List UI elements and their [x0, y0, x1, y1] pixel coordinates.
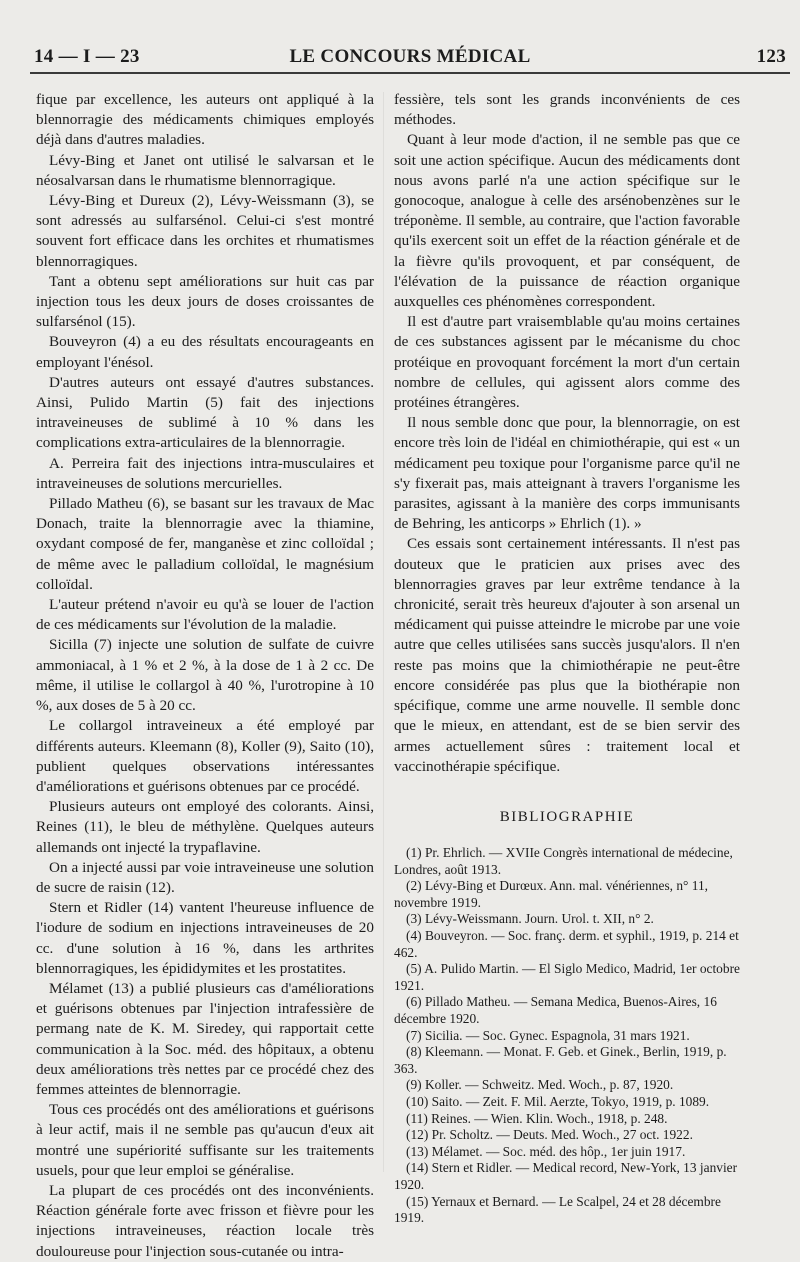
- bibliography-entry: (7) Sicilia. — Soc. Gynec. Espagnola, 31 mars 1921.: [406, 1027, 690, 1043]
- page-header: [34, 44, 786, 70]
- page-number: 123: [756, 46, 786, 67]
- paragraph: Sicilla (7) injecte une solution de sulfate de cuivre ammoniacal, à 1 % et 2 %, à la dose de 1 à 2 cc. De même, il utilise le collargol à 40 %, l'urotropine à 10 %, aux doses de 5 à 20 cc.: [36, 636, 374, 715]
- bibliography-entry: (3) Lévy-Weissmann. Journ. Urol. t. XII, n° 2.: [406, 911, 654, 927]
- paragraph: Tant a obtenu sept améliorations sur huit cas par injection tous les deux jours de doses croissantes de sulfarsénol (15).: [36, 272, 374, 331]
- paragraph: Le collargol intraveineux a été employé par différents auteurs. Kleemann (8), Koller (9), Saito (10), publient quelques observations intéressantes d'améliorations et guérisons obtenues par ce procédé.: [36, 717, 374, 795]
- paragraph: fessière, tels sont les grands inconvénients de ces méthodes.: [394, 91, 740, 129]
- paragraph: D'autres auteurs ont essayé d'autres substances. Ainsi, Pulido Martin (5) fait des injections intraveineuses de sublimé à 10 % dans les complications extra-articulaires de la blennorragie.: [36, 373, 374, 452]
- right-column: [394, 90, 740, 1227]
- bibliography-entry: (13) Mélamet. — Soc. méd. des hôp., 1er juin 1917.: [406, 1143, 686, 1159]
- paragraph: Ces essais sont certainement intéressants. Il n'est pas douteux que le praticien aux prises avec des blennorragies graves par leur extrême tendance à la chronicité, serait très heureux d'ajouter à son arsenal un médicament qui puisse atteindre le microbe par une voie autre que celles utilisées sans succès jusqu'alors. Il n'en reste pas moins que la chimiothérapie ne peut-être encore considérée pas plus que la biothérapie non spécifique, comme une arme nouvelle. Il semble donc que le mieux, en attendant, est de se bien servir des armes actuellement sûres : traitement local et vaccinothérapie spécifique.: [394, 535, 740, 775]
- bibliography-entry: (1) Pr. Ehrlich. — XVIIe Congrès international de médecine, Londres, août 1913.: [394, 845, 733, 877]
- bibliography-list: [394, 845, 740, 1227]
- paragraph: Il nous semble donc que pour, la blennorragie, on est encore très loin de l'idéal en chimiothérapie, qui est « un médicament peu toxique pour l'organisme parce qu'il ne s'y fixerait pas, mais atteignant à travers l'organisme les parasites, agissant à la manière des corps immunisants de Behring, les anticorps » Ehrlich (1). »: [394, 414, 740, 533]
- bibliography-entry: (2) Lévy-Bing et Durœux. Ann. mal. vénériennes, n° 11, novembre 1919.: [394, 878, 708, 910]
- bibliography-entry: (5) A. Pulido Martin. — El Siglo Medico, Madrid, 1er octobre 1921.: [394, 961, 740, 993]
- paragraph: Lévy-Bing et Dureux (2), Lévy-Weissmann (3), se sont adressés au sulfarsénol. Celui-ci s'est montré souvent fort efficace dans les orchites et rhumatismes blennorragiques.: [36, 192, 374, 270]
- paragraph: Stern et Ridler (14) vantent l'heureuse influence de l'iodure de sodium en injections intraveineuses de 20 cc. d'une solution à 16 %, dans les arthrites blennorragiques, les épididymites et les prostatites.: [36, 899, 374, 977]
- paragraph: Quant à leur mode d'action, il ne semble pas que ce soit une action spécifique. Aucun des médicaments dont nous avons parlé n'a une action spécifique sur le gonocoque, analogue à celle des arsénobenzènes sur le tréponème. Il semble, au contraire, que l'action favorable qu'ils exercent soit un effet de la réaction générale et de la fièvre qu'ils provoquent, et par conséquent, de l'élévation de la puissance de réaction organique auxquelles ces phénomènes correspondent.: [394, 131, 740, 311]
- paragraph: Il est d'autre part vraisemblable qu'au moins certaines de ces substances agissent par le mécanisme du choc protéique en provoquant forcément la mort d'un certain nombre de cellules, qui agissent alors comme des protéines étrangères.: [394, 313, 740, 412]
- bibliography-entry: (10) Saito. — Zeit. F. Mil. Aerzte, Tokyo, 1919, p. 1089.: [406, 1094, 710, 1110]
- paragraph: Pillado Matheu (6), se basant sur les travaux de Mac Donach, traite la blennorragie avec la thiamine, oxydant composé de fer, manganèse et zinc colloïdal ; de même avec le palladium colloïdal, le magnésium colloïdal.: [36, 495, 374, 593]
- paragraph: Plusieurs auteurs ont employé des colorants. Ainsi, Reines (11), le bleu de méthylène. Quelques auteurs allemands ont injecté la trypaflavine.: [36, 798, 374, 856]
- bibliography-entry: (4) Bouveyron. — Soc. franç. derm. et syphil., 1919, p. 214 et 462.: [394, 928, 739, 960]
- paragraph: Bouveyron (4) a eu des résultats encourageants en employant l'énésol.: [36, 333, 374, 371]
- header-rule: [30, 72, 790, 74]
- bibliography-entry: (12) Pr. Scholtz. — Deuts. Med. Woch., 27 oct. 1922.: [406, 1127, 693, 1143]
- paragraph: fique par excellence, les auteurs ont appliqué à la blennorragie des médicaments chimiques employés déjà dans d'autres maladies.: [36, 91, 374, 149]
- paragraph: Lévy-Bing et Janet ont utilisé le salvarsan et le néosalvarsan dans le rhumatisme blennorragique.: [36, 151, 374, 189]
- paragraph: Mélamet (13) a publié plusieurs cas d'améliorations et guérisons obtenues par l'injection intrafessière de permang nate de K. M. Siredey, qui rapportait cette communication à la Soc. méd. des hôpitaux, a obtenu deux améliorations très nettes par ce procédé chez des femmes atteintes de blennorragie.: [36, 979, 374, 1098]
- column-gutter: [383, 92, 384, 1172]
- bibliography-entry: (14) Stern et Ridler. — Medical record, New-York, 13 janvier 1920.: [394, 1160, 738, 1192]
- paragraph: L'auteur prétend n'avoir eu qu'à se louer de l'action de ces médicaments sur l'évolution de la maladie.: [36, 596, 374, 634]
- paragraph: A. Perreira fait des injections intra-musculaires et intraveineuses de solutions mercurielles.: [36, 454, 374, 492]
- bibliography-entry: (9) Koller. — Schweitz. Med. Woch., p. 87, 1920.: [406, 1077, 674, 1093]
- bibliography-entry: (15) Yernaux et Bernard. — Le Scalpel, 24 et 28 décembre 1919.: [394, 1193, 721, 1226]
- bibliography-entry: (11) Reines. — Wien. Klin. Woch., 1918, p. 248.: [406, 1110, 668, 1126]
- journal-title: LE CONCOURS MÉDICAL: [289, 46, 531, 67]
- bibliography-entry: (6) Pillado Matheu. — Semana Medica, Buenos-Aires, 16 décembre 1920.: [394, 994, 717, 1027]
- issue-number: 14 — I — 23: [34, 46, 140, 67]
- bibliography-entry: (8) Kleemann. — Monat. F. Geb. et Ginek., Berlin, 1919, p. 363.: [394, 1044, 727, 1076]
- paragraph: Tous ces procédés ont des améliorations et guérisons à leur actif, mais il ne semble pas qu'aucun d'eux ait montré une supériorité suffisante sur les traitements usuels, pour que leur emploi se généralise.: [36, 1101, 374, 1179]
- paragraph: On a injecté aussi par voie intraveineuse une solution de sucre de raisin (12).: [36, 858, 374, 896]
- bibliography-title: BIBLIOGRAPHIE: [499, 808, 635, 825]
- paragraph: La plupart de ces procédés ont des inconvénients. Réaction générale forte avec frisson et fièvre pour les injections intraveineuses, réaction locale très douloureuse pour l'injection sous-cutanée ou intra-: [36, 1181, 374, 1260]
- left-column: [36, 90, 374, 1262]
